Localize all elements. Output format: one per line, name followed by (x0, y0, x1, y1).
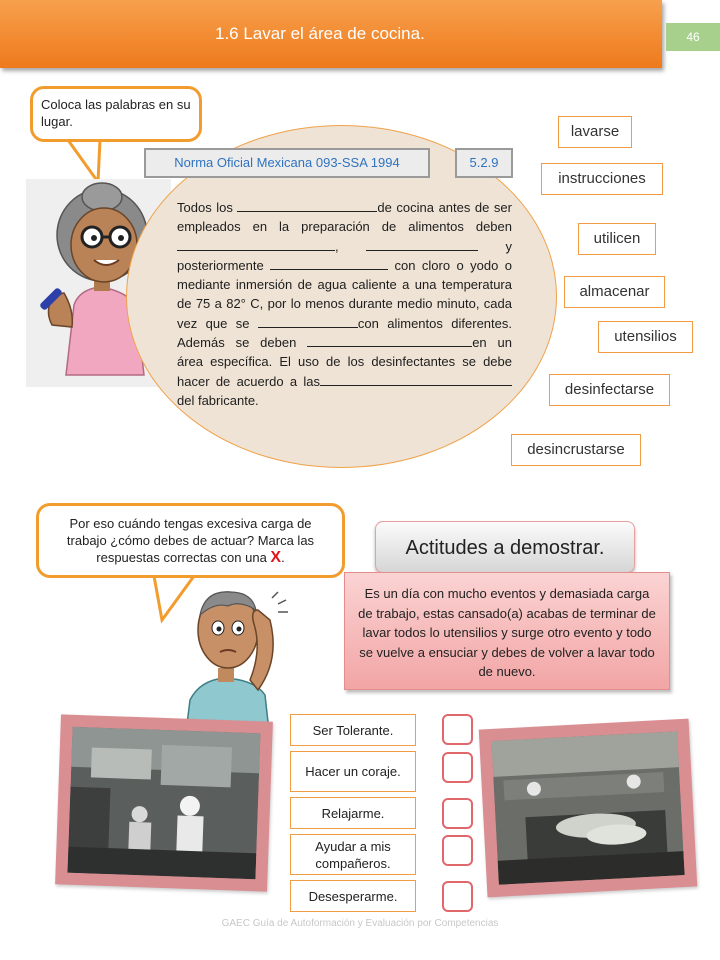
option-label: Ser Tolerante. (290, 714, 416, 746)
fill-blank-paragraph (177, 198, 512, 410)
actitudes-title: Actitudes a demostrar. (375, 521, 635, 573)
option-label: Ayudar a mis compañeros. (290, 834, 416, 875)
blank-field[interactable] (270, 258, 388, 270)
instruction-text: Coloca las palabras en su lugar. (41, 97, 191, 129)
answer-checkbox[interactable] (442, 714, 473, 745)
answer-checkbox[interactable] (442, 798, 473, 829)
word-chip[interactable]: desinfectarse (549, 374, 670, 406)
paragraph-part: de cocina antes de ser empleados en la preparación de alimentos deben (177, 200, 512, 235)
word-chip[interactable]: utilicen (578, 223, 656, 255)
word-chip[interactable]: instrucciones (541, 163, 663, 195)
instruction-bubble (30, 86, 202, 142)
word-chip[interactable]: lavarse (558, 116, 632, 148)
option-label: Hacer un coraje. (290, 751, 416, 792)
blank-field[interactable] (366, 239, 478, 251)
paragraph-part: con cloro o yodo o mediante inmersión de agua caliente a una temperatura de 75 a 82° C, por lo menos durante medio minuto, cada vez que se (177, 257, 512, 331)
kitchen-image (491, 731, 684, 885)
word-chip[interactable]: utensilios (598, 321, 693, 353)
word-chip[interactable]: desincrustarse (511, 434, 641, 466)
norma-section: 5.2.9 (455, 148, 513, 178)
option-label: Desesperarme. (290, 880, 416, 912)
mark-symbol: X (270, 549, 282, 566)
man-character (170, 580, 300, 740)
answer-checkbox[interactable] (442, 881, 473, 912)
word-chip[interactable]: almacenar (564, 276, 665, 308)
answer-checkbox[interactable] (442, 835, 473, 866)
question-text: Por eso cuándo tengas excesiva carga de trabajo ¿cómo debes de actuar? Marca las respuestas correctas con una (66, 516, 315, 565)
paragraph-part: en un área específica. El uso de los desinfectantes se debe hacer de acuerdo a las (177, 335, 512, 389)
paragraph-part: del fabricante. (177, 392, 259, 408)
answer-checkbox[interactable] (442, 752, 473, 783)
blank-field[interactable] (237, 200, 377, 212)
page-number: 46 (666, 23, 720, 51)
paragraph-part: , (335, 238, 367, 254)
blank-field[interactable] (320, 374, 512, 386)
paragraph-part: Todos los (177, 200, 238, 215)
blank-field[interactable] (177, 239, 335, 251)
kitchen-photo-left (55, 714, 273, 891)
kitchen-photo-right (479, 719, 698, 898)
question-end: . (281, 550, 285, 565)
norma-label: Norma Oficial Mexicana 093-SSA 1994 (144, 148, 430, 178)
question-bubble (36, 503, 345, 578)
option-label: Relajarme. (290, 797, 416, 829)
paragraph-part: con alimentos diferentes. Además se deben (177, 315, 512, 351)
blank-field[interactable] (258, 316, 358, 328)
page-title: 1.6 Lavar el área de cocina. (215, 24, 425, 43)
footer-text: GAEC Guía de Autoformación y Evaluación por Competencias (221, 918, 499, 929)
kitchen-image (68, 727, 261, 879)
scenario-text: Es un día con mucho eventos y demasiada carga de trabajo, estas cansado(a) acabas de terminar de lavar todos lo utensilios y surge otro evento y todo se vuelve a ensuciar y debes de volver a lavar todo de nuevo. (344, 572, 670, 690)
paragraph-part: y posteriormente (177, 238, 512, 273)
blank-field[interactable] (307, 335, 472, 347)
